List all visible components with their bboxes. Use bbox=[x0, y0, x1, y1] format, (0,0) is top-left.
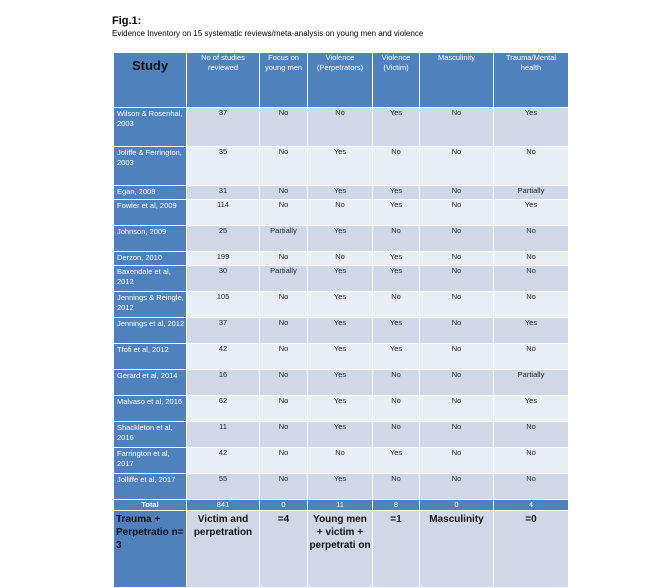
cell-studies-reviewed: 16 bbox=[187, 370, 260, 396]
cell-violence-perpetrators: Yes bbox=[308, 292, 373, 318]
summary-young-men-victim-perpetration: Young men + victim + perpetrati on bbox=[308, 511, 373, 588]
table-body bbox=[114, 108, 569, 588]
summary-row bbox=[114, 511, 569, 588]
cell-studies-reviewed: 55 bbox=[187, 474, 260, 500]
cell-study-name: Tfofi et al, 2012 bbox=[114, 344, 187, 370]
cell-masculinity: No bbox=[420, 422, 494, 448]
cell-violence-perpetrators: Yes bbox=[308, 396, 373, 422]
cell-study-name: Shackleton et al, 2016 bbox=[114, 422, 187, 448]
cell-study-name: Fowler et al, 2009 bbox=[114, 200, 187, 226]
cell-trauma-mental-health: No bbox=[494, 344, 569, 370]
header-trauma-mental-health: Trauma/Mental health bbox=[494, 53, 569, 108]
cell-trauma-mental-health: Partially bbox=[494, 370, 569, 396]
table-row bbox=[114, 344, 569, 370]
cell-studies-reviewed: 35 bbox=[187, 147, 260, 186]
summary-count-b: =1 bbox=[373, 511, 420, 588]
header-violence-victim: Violence (Victim) bbox=[373, 53, 420, 108]
cell-trauma-mental-health: Yes bbox=[494, 396, 569, 422]
cell-masculinity: No bbox=[420, 292, 494, 318]
cell-masculinity: No bbox=[420, 318, 494, 344]
cell-focus-young-men: No bbox=[260, 186, 308, 200]
cell-focus-young-men: No bbox=[260, 252, 308, 266]
cell-violence-perpetrators: No bbox=[308, 200, 373, 226]
cell-study-name: Gerard et al, 2014 bbox=[114, 370, 187, 396]
table-row bbox=[114, 200, 569, 226]
table-row bbox=[114, 108, 569, 147]
cell-violence-perpetrators: Yes bbox=[308, 318, 373, 344]
table-row bbox=[114, 448, 569, 474]
table-row bbox=[114, 292, 569, 318]
cell-focus-young-men: No bbox=[260, 422, 308, 448]
figure-subtitle: Evidence Inventory on 15 systematic reviews/meta-analysis on young men and violence bbox=[112, 29, 424, 38]
cell-studies-reviewed: 114 bbox=[187, 200, 260, 226]
cell-studies-reviewed: 42 bbox=[187, 344, 260, 370]
cell-study-name: Derzon, 2010 bbox=[114, 252, 187, 266]
cell-masculinity: No bbox=[420, 396, 494, 422]
cell-masculinity: No bbox=[420, 226, 494, 252]
cell-trauma-mental-health: Partially bbox=[494, 186, 569, 200]
table-row bbox=[114, 186, 569, 200]
cell-study-name: Farrington et al, 2017 bbox=[114, 448, 187, 474]
cell-trauma-mental-health: Yes bbox=[494, 200, 569, 226]
cell-violence-victim: No bbox=[373, 422, 420, 448]
cell-focus-young-men: No bbox=[260, 344, 308, 370]
table-row bbox=[114, 266, 569, 292]
cell-masculinity: No bbox=[420, 200, 494, 226]
cell-violence-perpetrators: No bbox=[308, 448, 373, 474]
cell-violence-victim: Yes bbox=[373, 200, 420, 226]
total-focus: 0 bbox=[260, 500, 308, 511]
header-violence-perpetrators: Violence (Perpetrators) bbox=[308, 53, 373, 108]
cell-studies-reviewed: 37 bbox=[187, 318, 260, 344]
cell-focus-young-men: No bbox=[260, 474, 308, 500]
cell-focus-young-men: No bbox=[260, 108, 308, 147]
cell-trauma-mental-health: No bbox=[494, 292, 569, 318]
total-victim: 8 bbox=[373, 500, 420, 511]
cell-violence-perpetrators: Yes bbox=[308, 370, 373, 396]
evidence-inventory-table bbox=[113, 52, 569, 588]
cell-study-name: Jolliffe et al, 2017 bbox=[114, 474, 187, 500]
cell-violence-perpetrators: Yes bbox=[308, 344, 373, 370]
cell-study-name: Jennings & Reingle, 2012 bbox=[114, 292, 187, 318]
cell-violence-victim: No bbox=[373, 147, 420, 186]
cell-focus-young-men: No bbox=[260, 396, 308, 422]
cell-violence-victim: No bbox=[373, 474, 420, 500]
cell-trauma-mental-health: No bbox=[494, 448, 569, 474]
cell-violence-victim: Yes bbox=[373, 344, 420, 370]
total-perpetrators: 11 bbox=[308, 500, 373, 511]
cell-masculinity: No bbox=[420, 252, 494, 266]
cell-trauma-mental-health: Yes bbox=[494, 108, 569, 147]
cell-masculinity: No bbox=[420, 108, 494, 147]
summary-victim-perpetration: Victim and perpetration bbox=[187, 511, 260, 588]
cell-violence-perpetrators: Yes bbox=[308, 266, 373, 292]
table-row bbox=[114, 474, 569, 500]
table-row bbox=[114, 147, 569, 186]
cell-violence-victim: No bbox=[373, 292, 420, 318]
cell-trauma-mental-health: No bbox=[494, 147, 569, 186]
cell-masculinity: No bbox=[420, 344, 494, 370]
cell-trauma-mental-health: No bbox=[494, 266, 569, 292]
header-masculinity: Masculinity bbox=[420, 53, 494, 108]
cell-focus-young-men: No bbox=[260, 292, 308, 318]
cell-violence-victim: Yes bbox=[373, 186, 420, 200]
summary-masculinity: Masculinity bbox=[420, 511, 494, 588]
cell-violence-victim: Yes bbox=[373, 266, 420, 292]
table-row bbox=[114, 226, 569, 252]
cell-violence-victim: Yes bbox=[373, 318, 420, 344]
cell-violence-perpetrators: Yes bbox=[308, 422, 373, 448]
figure-title: Fig.1: bbox=[112, 15, 142, 27]
cell-violence-victim: Yes bbox=[373, 108, 420, 147]
cell-focus-young-men: No bbox=[260, 448, 308, 474]
cell-focus-young-men: No bbox=[260, 200, 308, 226]
cell-focus-young-men: Partially bbox=[260, 266, 308, 292]
cell-focus-young-men: No bbox=[260, 147, 308, 186]
cell-violence-perpetrators: No bbox=[308, 108, 373, 147]
summary-trauma-perpetration: Trauma + Perpetratio n= 3 bbox=[114, 511, 187, 588]
cell-masculinity: No bbox=[420, 266, 494, 292]
cell-violence-victim: Yes bbox=[373, 252, 420, 266]
cell-violence-victim: No bbox=[373, 396, 420, 422]
cell-masculinity: No bbox=[420, 474, 494, 500]
cell-study-name: Egan, 2008 bbox=[114, 186, 187, 200]
cell-violence-victim: Yes bbox=[373, 448, 420, 474]
table-row bbox=[114, 252, 569, 266]
header-study: Study bbox=[114, 53, 187, 108]
cell-violence-victim: No bbox=[373, 226, 420, 252]
cell-violence-perpetrators: Yes bbox=[308, 147, 373, 186]
cell-study-name: Johnson, 2009 bbox=[114, 226, 187, 252]
cell-masculinity: No bbox=[420, 448, 494, 474]
header-row bbox=[114, 53, 569, 108]
total-row bbox=[114, 500, 569, 511]
cell-violence-perpetrators: No bbox=[308, 252, 373, 266]
total-label: Total bbox=[114, 500, 187, 511]
cell-study-name: Malvaso et al, 2016 bbox=[114, 396, 187, 422]
cell-studies-reviewed: 30 bbox=[187, 266, 260, 292]
cell-trauma-mental-health: No bbox=[494, 226, 569, 252]
table-row bbox=[114, 370, 569, 396]
cell-masculinity: No bbox=[420, 370, 494, 396]
header-studies-reviewed: No of studies reviewed bbox=[187, 53, 260, 108]
cell-studies-reviewed: 199 bbox=[187, 252, 260, 266]
total-studies: 841 bbox=[187, 500, 260, 511]
cell-studies-reviewed: 37 bbox=[187, 108, 260, 147]
cell-studies-reviewed: 62 bbox=[187, 396, 260, 422]
cell-trauma-mental-health: No bbox=[494, 422, 569, 448]
total-trauma: 4 bbox=[494, 500, 569, 511]
cell-studies-reviewed: 11 bbox=[187, 422, 260, 448]
cell-focus-young-men: No bbox=[260, 318, 308, 344]
cell-masculinity: No bbox=[420, 186, 494, 200]
cell-trauma-mental-health: Yes bbox=[494, 318, 569, 344]
table-row bbox=[114, 396, 569, 422]
cell-violence-perpetrators: Yes bbox=[308, 186, 373, 200]
cell-violence-victim: No bbox=[373, 370, 420, 396]
header-focus-young-men: Focus on young men bbox=[260, 53, 308, 108]
cell-focus-young-men: No bbox=[260, 370, 308, 396]
cell-violence-perpetrators: Yes bbox=[308, 474, 373, 500]
table-row bbox=[114, 318, 569, 344]
cell-violence-perpetrators: Yes bbox=[308, 226, 373, 252]
cell-study-name: Jennings et al, 2012 bbox=[114, 318, 187, 344]
cell-studies-reviewed: 42 bbox=[187, 448, 260, 474]
cell-study-name: Baxendale et al, 2012 bbox=[114, 266, 187, 292]
table-row bbox=[114, 422, 569, 448]
cell-trauma-mental-health: No bbox=[494, 474, 569, 500]
total-masculinity: 0 bbox=[420, 500, 494, 511]
cell-study-name: Wilson & Rosenhal, 2003 bbox=[114, 108, 187, 147]
summary-count-c: =0 bbox=[494, 511, 569, 588]
cell-studies-reviewed: 25 bbox=[187, 226, 260, 252]
cell-studies-reviewed: 105 bbox=[187, 292, 260, 318]
cell-focus-young-men: Partially bbox=[260, 226, 308, 252]
cell-masculinity: No bbox=[420, 147, 494, 186]
summary-count-a: =4 bbox=[260, 511, 308, 588]
cell-study-name: Joliffe & Ferrington, 2003 bbox=[114, 147, 187, 186]
cell-studies-reviewed: 31 bbox=[187, 186, 260, 200]
cell-trauma-mental-health: No bbox=[494, 252, 569, 266]
